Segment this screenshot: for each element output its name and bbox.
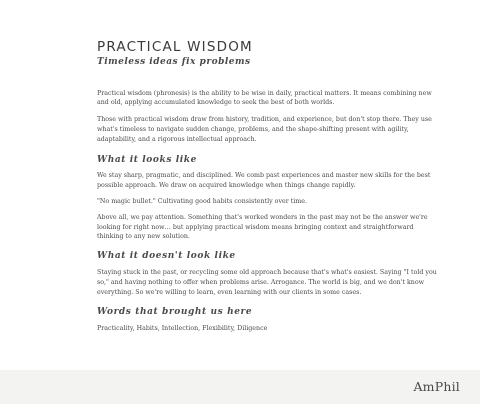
section-heading-looks-like: What it looks like <box>97 154 197 165</box>
doesnt-look-like-paragraph-1: Staying stuck in the past, or recycling some old approach because that's what's easiest. Saying "I told you so," and having nothing to offer when problems arise. Arrogance. The world is big, and we don't know everything. So we're willing to learn, even learning with our clients in some cases. <box>97 269 437 296</box>
words-list: Practicality, Habits, Intellection, Flexibility, Diligence <box>97 325 268 333</box>
page-subtitle: Timeless ideas fix problems <box>97 56 251 67</box>
section-heading-doesnt-look-like: What it doesn't look like <box>97 251 236 262</box>
looks-like-paragraph-2: "No magic bullet." Cultivating good habits consistently over time. <box>97 198 308 206</box>
brand-logo: AmPhil <box>413 379 460 394</box>
intro-paragraph-2: Those with practical wisdom draw from history, tradition, and experience, but don't stop there. They use what's timeless to navigate sudden change, problems, and the shape-shifting present with agility, adaptability, and a rigorous intellectual approach. <box>97 116 432 143</box>
looks-like-paragraph-1: We stay sharp, pragmatic, and disciplined. We comb past experiences and master new skills for the best possible approach. We draw on acquired knowledge when things change rapidly. <box>97 172 431 190</box>
page-title: PRACTICAL WISDOM <box>97 39 253 55</box>
intro-paragraph-1: Practical wisdom (phronesis) is the ability to be wise in daily, practical matters. It means combining new and old, applying accumulated knowledge to seek the best of both worlds. <box>97 89 432 107</box>
section-heading-words: Words that brought us here <box>97 307 253 318</box>
page-footer <box>0 370 480 404</box>
document-content <box>97 40 437 334</box>
looks-like-paragraph-3: Above all, we pay attention. Something that's worked wonders in the past may not be the answer we're looking for right now… but applying practical wisdom means bringing context and straightforward thinking to any new solution. <box>97 213 428 241</box>
